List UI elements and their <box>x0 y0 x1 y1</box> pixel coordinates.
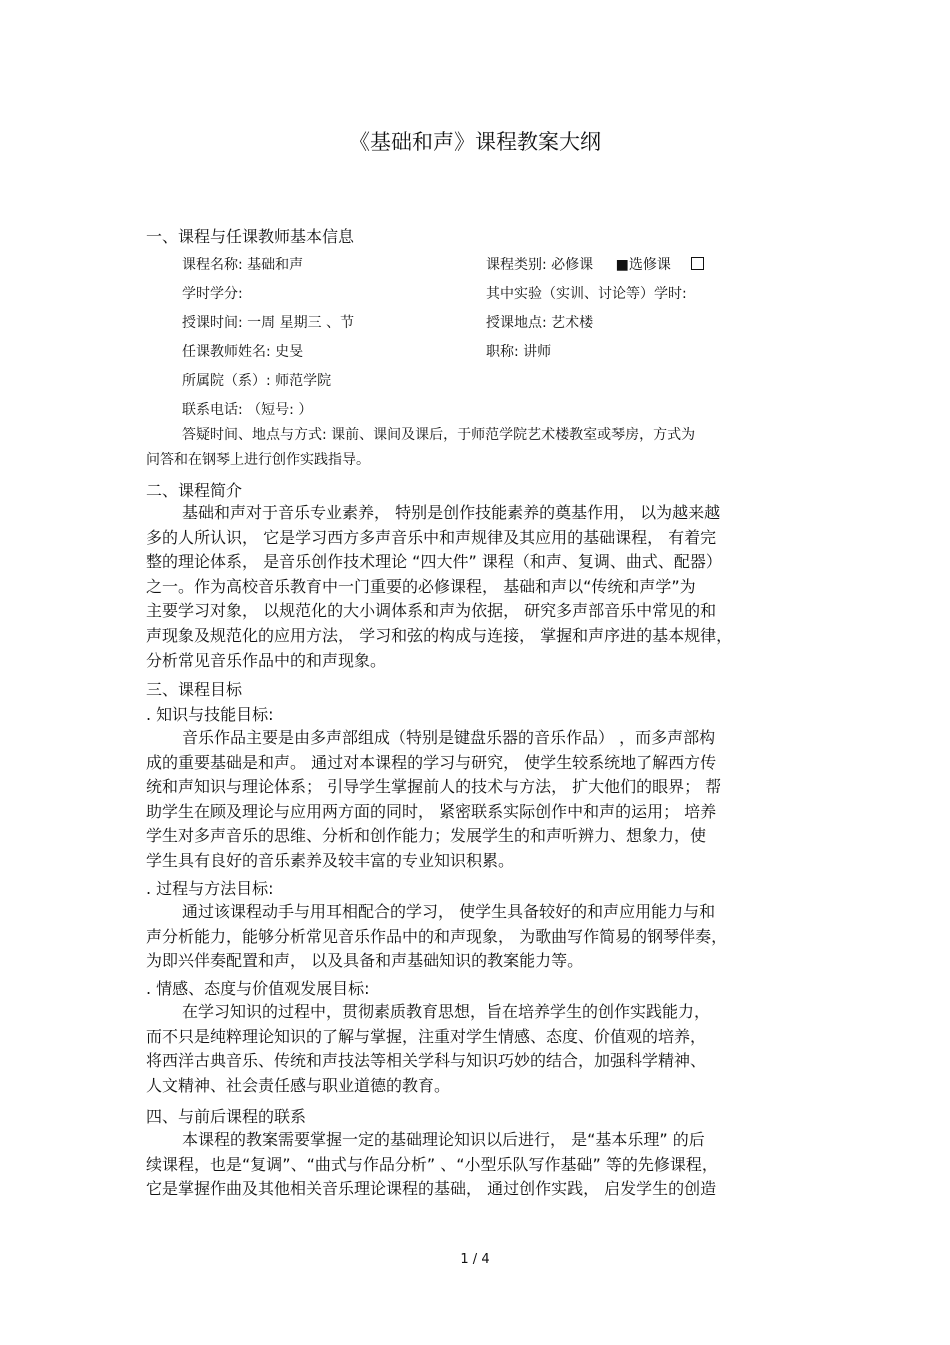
course-name: 课程名称: 基础和声 <box>182 257 304 273</box>
section-1-heading: 一、课程与任课教师基本信息 <box>146 227 355 246</box>
para-line: 之一。作为高校音乐教育中一门重要的必修课程， 基础和声以“传统和声学”为 <box>146 576 696 596</box>
para-line: 助学生在顾及理论与应用两方面的同时， 紧密联系实际创作中和声的运用； 培养 <box>146 801 717 821</box>
para-line: 音乐作品主要是由多声部组成（特别是键盘乐器的音乐作品） ，而多声部构 <box>182 728 716 747</box>
para-line: 学生具有良好的音乐素养及较丰富的专业知识积累。 <box>146 850 515 870</box>
para-line: 而不只是纯粹理论知识的了解与掌握，注重对学生情感、态度、价值观的培养， <box>146 1026 707 1046</box>
department: 所属院（系）: 师范学院 <box>182 373 332 389</box>
qa-line-1: 答疑时间、地点与方式: 课前、课间及课后，于师范学院艺术楼教室或琴房，方式为 <box>182 427 696 443</box>
knowledge-goal-paragraph <box>146 726 806 874</box>
para-line: 为即兴伴奏配置和声， 以及具备和声基础知识的教案能力等。 <box>146 951 584 971</box>
page-number: 1 / 4 <box>460 1252 490 1267</box>
para-line: 本课程的教案需要掌握一定的基础理论知识以后进行， 是“基本乐理” 的后 <box>182 1130 705 1149</box>
knowledge-goal-heading: . 知识与技能目标: <box>146 705 274 724</box>
para-line: 声现象及规范化的应用方法， 学习和弦的构成与连接， 掌握和声序进的基本规律， <box>146 625 733 645</box>
process-goal-heading: . 过程与方法目标: <box>146 879 274 898</box>
qa-line-2: 问答和在钢琴上进行创作实践指导。 <box>146 452 370 468</box>
teaching-place: 授课地点: 艺术楼 <box>486 315 594 331</box>
course-intro-paragraph <box>146 501 806 673</box>
qa-info <box>146 422 766 474</box>
course-type-elective: 选修课 <box>628 257 671 273</box>
experiment-hours: 其中实验（实训、讨论等）学时: <box>486 286 687 302</box>
para-line: 声分析能力，能够分析常见音乐作品中的和声现象， 为歌曲写作简易的钢琴伴奏， <box>146 926 728 946</box>
para-line: 成的重要基础是和声。 通过对本课程的学习与研究， 使学生较系统地了解西方传 <box>146 752 717 772</box>
para-line: 续课程，也是“复调”、“曲式与作品分析” 、“小型乐队写作基础” 等的先修课程， <box>146 1154 718 1174</box>
emotion-goal-heading: . 情感、态度与价值观发展目标: <box>146 979 370 998</box>
elective-checkbox <box>691 257 704 270</box>
para-line: 主要学习对象， 以规范化的大小调体系和声为依据， 研究多声部音乐中常见的和 <box>146 601 717 621</box>
teacher-name: 任课教师姓名: 史旻 <box>182 344 304 360</box>
para-line: 它是掌握作曲及其他相关音乐理论课程的基础， 通过创作实践， 启发学生的创造 <box>146 1179 717 1199</box>
section-2-heading: 二、课程简介 <box>146 481 243 500</box>
emotion-goal-paragraph <box>146 1000 806 1098</box>
document-title: 《基础和声》课程教案大纲 <box>349 130 601 154</box>
teacher-title: 职称: 讲师 <box>486 344 552 360</box>
para-line: 人文精神、社会责任感与职业道德的教育。 <box>146 1075 451 1095</box>
teaching-time: 授课时间: 一周 星期三 、节 <box>182 315 355 331</box>
para-line: 多的人所认识， 它是学习西方多声音乐中和声规律及其应用的基础课程， 有着完 <box>146 527 717 547</box>
para-line: 统和声知识与理论体系； 引导学生掌握前人的技术与方法， 扩大他们的眼界； 帮 <box>146 777 722 797</box>
section-3-heading: 三、课程目标 <box>146 680 243 699</box>
para-line: 在学习知识的过程中，贯彻素质教育思想，旨在培养学生的创作实践能力， <box>182 1002 711 1021</box>
required-mark: ■ <box>615 257 629 273</box>
course-type-required: 课程类别: 必修课 <box>486 257 594 273</box>
para-line: 通过该课程动手与用耳相配合的学习， 使学生具备较好的和声应用能力与和 <box>182 902 716 921</box>
course-type <box>486 254 704 274</box>
para-line: 分析常见音乐作品中的和声现象。 <box>146 650 387 670</box>
process-goal-paragraph <box>146 900 806 974</box>
course-relation-paragraph <box>146 1128 806 1202</box>
para-line: 将西洋古典音乐、传统和声技法等相关学科与知识巧妙的结合，加强科学精神、 <box>146 1051 707 1071</box>
section-4-heading: 四、与前后课程的联系 <box>146 1107 307 1126</box>
para-line: 基础和声对于音乐专业素养， 特别是创作技能素养的奠基作用， 以为越来越 <box>182 503 721 522</box>
para-line: 整的理论体系， 是音乐创作技术理论 “四大件” 课程（和声、复调、曲式、配器） <box>146 552 722 572</box>
credit-hours: 学时学分: <box>182 286 243 302</box>
para-line: 学生对多声音乐的思维、分析和创作能力；发展学生的和声听辨力、想象力，使 <box>146 826 707 846</box>
phone: 联系电话: （短号: ） <box>182 402 313 418</box>
